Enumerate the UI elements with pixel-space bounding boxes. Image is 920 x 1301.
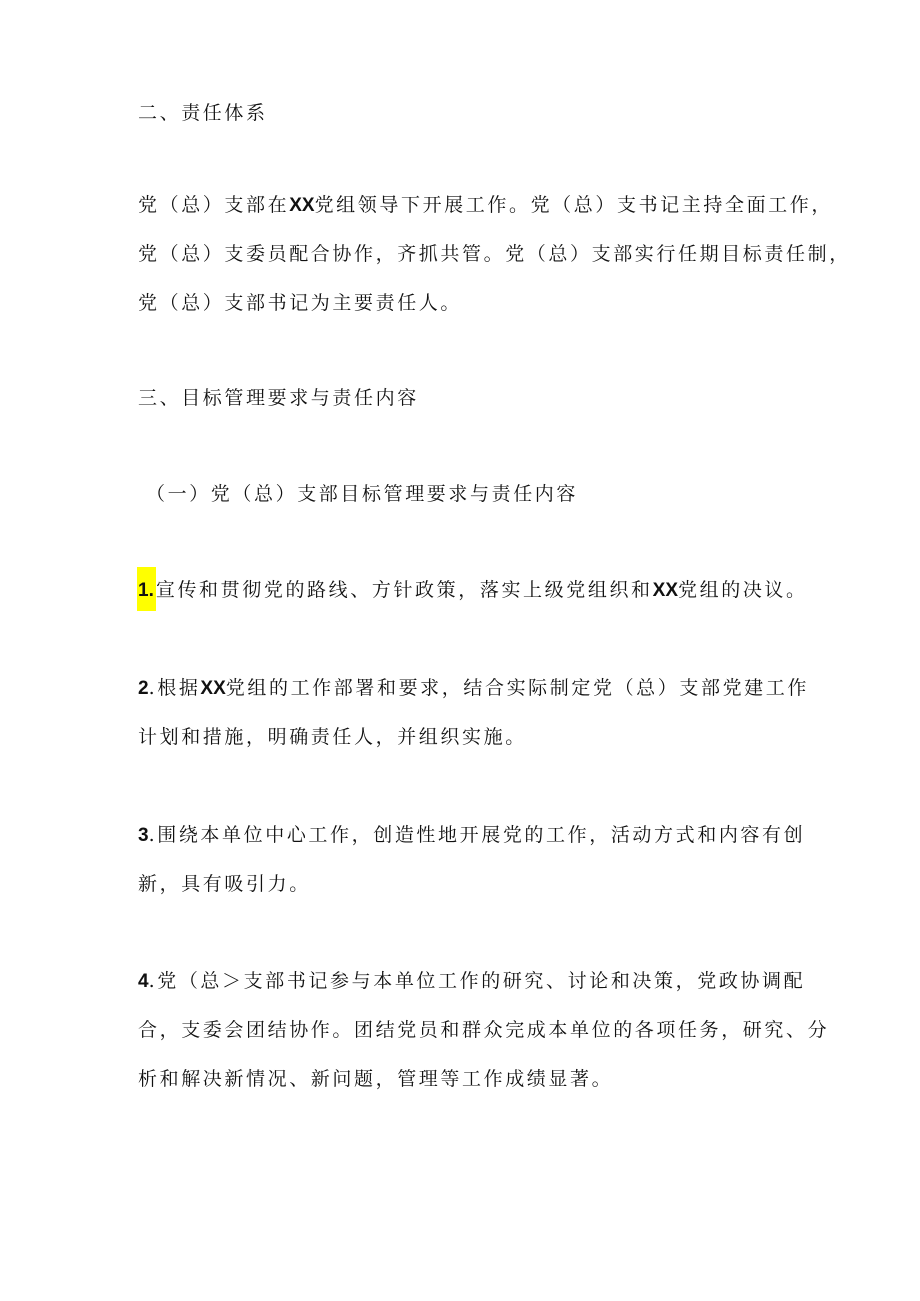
subsection-heading: （一）党（总）支部目标管理要求与责任内容: [146, 483, 579, 505]
list-item-continuation: 新，具有吸引力。: [138, 873, 311, 895]
placeholder-xx: XX: [200, 678, 226, 699]
item-number: 4: [138, 971, 149, 992]
list-item-continuation: 合，支委会团结协作。团结党员和群众完成本单位的各项任务，研究、分: [138, 1019, 830, 1041]
list-item-continuation: 计划和措施，明确责任人，并组织实施。: [138, 726, 527, 748]
paragraph-line: 党（总）支部书记为主要责任人。: [138, 292, 463, 314]
text-run: .围绕本单位中心工作，创造性地开展党的工作，活动方式和内容有创: [148, 824, 806, 846]
list-item: [138, 676, 809, 700]
text-run: .根据: [148, 677, 201, 699]
text-run: 党组的决议。: [678, 579, 808, 601]
text-run: 党组领导下开展工作。党（总）支书记主持全面工作，: [314, 194, 833, 216]
list-item: [138, 969, 805, 993]
placeholder-xx: XX: [289, 195, 315, 216]
list-item: [138, 823, 805, 847]
paragraph-line: 党（总）支委员配合协作，齐抓共管。党（总）支部实行任期目标责任制，: [138, 243, 851, 265]
text-run: 宣传和贯彻党的路线、方针政策，落实上级党组织和: [155, 579, 653, 601]
item-number-highlighted: 1.: [137, 567, 156, 611]
text-run: .党（总＞支部书记参与本单位工作的研究、讨论和决策，党政协调配: [148, 970, 806, 992]
paragraph-line: [138, 193, 833, 217]
text-run: 党（总）支部在: [138, 194, 290, 216]
item-number: 2: [138, 678, 149, 699]
list-item-continuation: 析和解决新情况、新问题，管理等工作成绩显著。: [138, 1068, 614, 1090]
list-item: [138, 578, 808, 602]
item-number: 3: [138, 825, 149, 846]
text-run: 党组的工作部署和要求，结合实际制定党（总）支部党建工作: [225, 677, 809, 699]
section-heading: 二、责任体系: [138, 102, 268, 124]
placeholder-xx: XX: [652, 580, 679, 601]
section-heading: 三、目标管理要求与责任内容: [138, 387, 419, 409]
